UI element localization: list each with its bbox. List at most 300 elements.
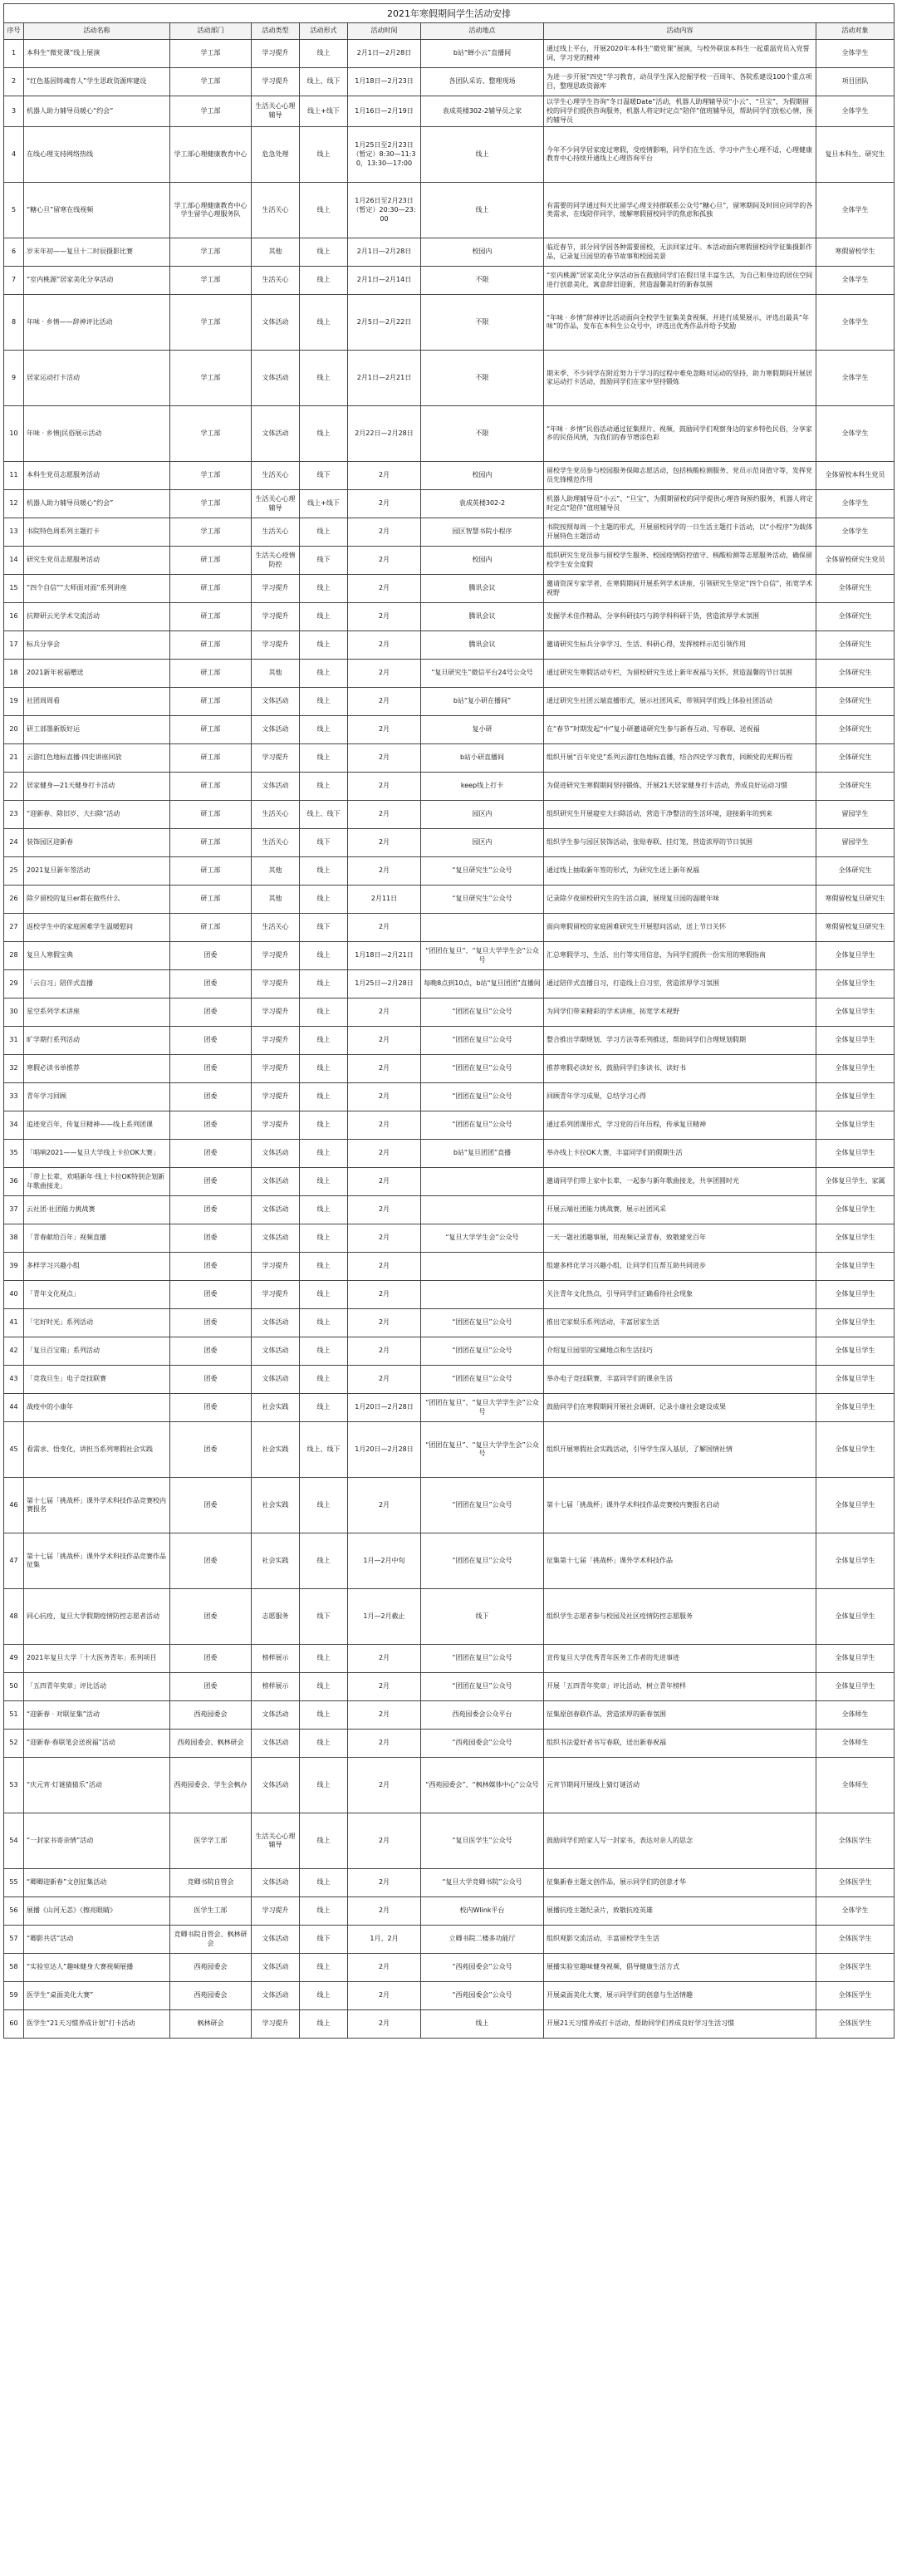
cell-content: 开展「五四青年奖章」评比活动，树立青年榜样 [544, 1673, 816, 1701]
cell-form: 线上 [300, 1673, 348, 1701]
cell-time: 2月 [348, 1758, 421, 1813]
cell-content: 组织书法爱好者书写春联，送出新春祝福 [544, 1730, 816, 1758]
cell-content: 通过线上抽取新年签的形式，为研究生送上新年祝福 [544, 857, 816, 886]
table-row [4, 716, 895, 744]
cell-target: 寒假留校复旦研究生 [816, 886, 895, 914]
cell-type: 文体活动 [252, 1168, 300, 1196]
cell-place: “团团在复旦”公众号 [421, 1673, 544, 1701]
cell-dept: 团委 [170, 1394, 252, 1422]
table-row [4, 1140, 895, 1168]
cell-place: “团团在复旦”公众号 [421, 1309, 544, 1337]
cell-place: 腾讯会议 [421, 631, 544, 660]
cell-content: “年味 · 乡情”辞神评比活动面向全校学生征集美食视频，并进行成果展示，评选出最具“年味”的作品，发布在本科生公众号中，评选出优秀作品并给予奖励 [544, 295, 816, 351]
cell-content: 征集原创春联作品，营造浓厚的新春氛围 [544, 1701, 816, 1730]
cell-no: 57 [4, 1926, 24, 1954]
cell-target: 全体研究生 [816, 631, 895, 660]
table-row [4, 1897, 895, 1926]
cell-no: 32 [4, 1055, 24, 1083]
cell-name: “一封家书寄亲情”活动 [24, 1813, 170, 1869]
cell-dept: 团委 [170, 999, 252, 1027]
cell-name: 年味 · 乡情——辞神评比活动 [24, 295, 170, 351]
cell-form: 线上 [300, 1982, 348, 2010]
cell-time: 2月1日—2月21日 [348, 351, 421, 406]
cell-target: 全体复旦学生 [816, 999, 895, 1027]
cell-no: 11 [4, 462, 24, 490]
cell-no: 26 [4, 886, 24, 914]
table-row [4, 183, 895, 238]
table-row [4, 96, 895, 127]
cell-dept: 研工部 [170, 660, 252, 688]
table-row [4, 829, 895, 857]
cell-form: 线上 [300, 1281, 348, 1309]
cell-dept: 西苑园委会、枫林研会 [170, 1730, 252, 1758]
cell-target: 全体师生 [816, 1758, 895, 1813]
table-row [4, 547, 895, 575]
cell-dept: 枫林研会 [170, 2010, 252, 2039]
table-row [4, 801, 895, 829]
cell-name: 除夕留校的复旦er都在做些什么 [24, 886, 170, 914]
table-row [4, 1926, 895, 1954]
cell-form: 线上 [300, 1730, 348, 1758]
cell-type: 文体活动 [252, 1758, 300, 1813]
cell-no: 21 [4, 744, 24, 773]
table-row [4, 1730, 895, 1758]
cell-name: 岁末年初——复旦十二时辰摄影比赛 [24, 238, 170, 267]
cell-type: 生活关心心理辅导 [252, 490, 300, 518]
cell-form: 线下 [300, 1589, 348, 1645]
header-place: 活动地点 [421, 23, 544, 40]
cell-target: 全体复旦学生 [816, 1083, 895, 1111]
table-row [4, 1478, 895, 1533]
cell-place: 线上 [421, 2010, 544, 2039]
cell-content: 组织学生参与园区装饰活动，张贴春联、挂灯笼，营造浓厚的节日氛围 [544, 829, 816, 857]
cell-content: 组织开展“百年党史”系列云游红色地标直播，结合四史学习教育，回顾党的光辉历程 [544, 744, 816, 773]
cell-time: 2月 [348, 1337, 421, 1366]
cell-place: “团团在复旦”、“复旦大学学生会”公众号 [421, 942, 544, 970]
cell-form: 线上 [300, 603, 348, 631]
table-row [4, 1645, 895, 1673]
cell-target: 寒假留校复旦研究生 [816, 914, 895, 942]
cell-content: 面向寒假留校的家庭困难研究生开展慰问活动，送上节日关怀 [544, 914, 816, 942]
cell-time: 2月 [348, 603, 421, 631]
cell-content: 在“春节”时期发起“中”复小研邀请研究生参与新春互动、写春联、送祝福 [544, 716, 816, 744]
cell-no: 30 [4, 999, 24, 1027]
cell-form: 线上 [300, 127, 348, 183]
cell-content: 元宵节期间开展线上猜灯谜活动 [544, 1758, 816, 1813]
cell-content: 展播实验室趣味健身视频，倡导健康生活方式 [544, 1954, 816, 1982]
cell-target: 全体复旦学生 [816, 1478, 895, 1533]
cell-dept: 研工部 [170, 547, 252, 575]
cell-target: 全体学生 [816, 40, 895, 68]
table-row [4, 660, 895, 688]
cell-dept: 学工部 [170, 518, 252, 547]
cell-type: 文体活动 [252, 773, 300, 801]
cell-dept: 研工部 [170, 631, 252, 660]
cell-type: 危急处理 [252, 127, 300, 183]
cell-name: 装饰园区迎新春 [24, 829, 170, 857]
table-row [4, 688, 895, 716]
cell-type: 生活关心 [252, 801, 300, 829]
cell-no: 38 [4, 1224, 24, 1253]
cell-target: 全体学生 [816, 351, 895, 406]
cell-type: 学习提升 [252, 1281, 300, 1309]
cell-name: 本科生党员志愿服务活动 [24, 462, 170, 490]
cell-place: “团团在复旦”公众号 [421, 1645, 544, 1673]
cell-time: 2月1日—2月28日 [348, 40, 421, 68]
cell-dept: 学工部 [170, 351, 252, 406]
cell-no: 23 [4, 801, 24, 829]
cell-dept: 研工部 [170, 688, 252, 716]
cell-name: 医学生“21天习惯养成计划”打卡活动 [24, 2010, 170, 2039]
cell-type: 生活关心 [252, 914, 300, 942]
cell-time: 2月 [348, 462, 421, 490]
cell-name: 返校学生中的家庭困难学生温暖慰问 [24, 914, 170, 942]
cell-place: “西苑园委会”公众号 [421, 1730, 544, 1758]
cell-name: “迎新春 · 对联征集”活动 [24, 1701, 170, 1730]
cell-no: 14 [4, 547, 24, 575]
table-row [4, 1281, 895, 1309]
table-row [4, 40, 895, 68]
cell-target: 全体学生 [816, 96, 895, 127]
cell-type: 学习提升 [252, 999, 300, 1027]
cell-no: 44 [4, 1394, 24, 1422]
cell-no: 56 [4, 1897, 24, 1926]
cell-form: 线上 [300, 1309, 348, 1337]
cell-name: 2021新年祝福赠送 [24, 660, 170, 688]
table-row [4, 857, 895, 886]
cell-name: 复旦人寒假宝典 [24, 942, 170, 970]
cell-dept: 学工部 [170, 406, 252, 462]
cell-no: 50 [4, 1673, 24, 1701]
cell-type: 生活关心心理辅导 [252, 96, 300, 127]
table-row [4, 1422, 895, 1478]
cell-type: 榜样展示 [252, 1673, 300, 1701]
cell-place: 园区内 [421, 801, 544, 829]
cell-place: 各团队采访、整理现场 [421, 68, 544, 96]
cell-target: 全体复旦学生 [816, 1673, 895, 1701]
cell-content: “室内桃源”居家美化分享活动旨在鼓励同学们在假日里丰富生活，为自己和身边的居住空间进行创意美化，寓意辞旧迎新，营造温馨美好的新春氛围 [544, 267, 816, 295]
table-row [4, 518, 895, 547]
cell-target: 全体复旦学生 [816, 1111, 895, 1140]
cell-type: 学习提升 [252, 1027, 300, 1055]
cell-content: 通过研究生社团云端直播形式，展示社团风采，带领同学们线上体验社团活动 [544, 688, 816, 716]
cell-form: 线上 [300, 295, 348, 351]
cell-name: 2021复旦新年签活动 [24, 857, 170, 886]
cell-place: 立卿书院二楼多功能厅 [421, 1926, 544, 1954]
cell-type: 文体活动 [252, 1926, 300, 1954]
cell-name: 书院特色周系列主题打卡 [24, 518, 170, 547]
cell-place: 每晚8点到10点，b站“复旦团团”直播间 [421, 970, 544, 999]
cell-dept: 团委 [170, 1589, 252, 1645]
cell-content: 通过研究生寒假活动专栏，为留校研究生送上新年祝福与关怀，营造温馨的节日氛围 [544, 660, 816, 688]
table-row [4, 406, 895, 462]
table-row [4, 1253, 895, 1281]
cell-type: 生活关心 [252, 462, 300, 490]
cell-type: 学习提升 [252, 744, 300, 773]
cell-time: 1月、2月 [348, 1926, 421, 1954]
cell-no: 25 [4, 857, 24, 886]
cell-dept: 西苑园委会、学生会枫办 [170, 1758, 252, 1813]
cell-no: 20 [4, 716, 24, 744]
cell-content: 一天一题社团趣事展，用视频记录青春，致敬建党百年 [544, 1224, 816, 1253]
cell-dept: 团委 [170, 1196, 252, 1224]
cell-content: 回顾青年学习成果，总结学习心得 [544, 1083, 816, 1111]
cell-form: 线上 [300, 970, 348, 999]
cell-time: 2月 [348, 1253, 421, 1281]
cell-no: 5 [4, 183, 24, 238]
cell-no: 41 [4, 1309, 24, 1337]
cell-type: 生活关心 [252, 518, 300, 547]
cell-no: 48 [4, 1589, 24, 1645]
cell-form: 线上 [300, 1196, 348, 1224]
cell-content: 邀请研究生标兵分享学习、生活、科研心得，发挥榜样示范引领作用 [544, 631, 816, 660]
cell-target: 全体复旦学生 [816, 1140, 895, 1168]
cell-form: 线上 [300, 999, 348, 1027]
cell-time: 2月 [348, 1055, 421, 1083]
cell-place: 园区智慧书院小程序 [421, 518, 544, 547]
cell-no: 24 [4, 829, 24, 857]
cell-place: “复旦研究生”公众号 [421, 857, 544, 886]
cell-content: 开展21天习惯养成打卡活动，帮助同学们养成良好学习生活习惯 [544, 2010, 816, 2039]
cell-type: 文体活动 [252, 716, 300, 744]
table-row [4, 1224, 895, 1253]
cell-form: 线上 [300, 1897, 348, 1926]
cell-form: 线上 [300, 1813, 348, 1869]
cell-target: 全体医学生 [816, 1869, 895, 1897]
cell-type: 学习提升 [252, 1897, 300, 1926]
cell-form: 线上 [300, 688, 348, 716]
table-row [4, 1758, 895, 1813]
cell-no: 9 [4, 351, 24, 406]
cell-target: 全体复旦学生、家属 [816, 1168, 895, 1196]
cell-no: 58 [4, 1954, 24, 1982]
cell-target: 留园学生 [816, 829, 895, 857]
cell-name: 星空系列学术讲座 [24, 999, 170, 1027]
cell-time: 2月 [348, 688, 421, 716]
cell-time: 2月 [348, 1982, 421, 2010]
cell-name: 机器人助力辅导员暖心“约会” [24, 490, 170, 518]
cell-time: 1月18日—2月23日 [348, 68, 421, 96]
cell-time: 1月26日至2月23日（暂定）20:30—23:00 [348, 183, 421, 238]
cell-target: 全体研究生 [816, 857, 895, 886]
cell-content: 鼓励同学们给家人写一封家书，表达对亲人的思念 [544, 1813, 816, 1869]
cell-time: 2月 [348, 1645, 421, 1673]
cell-form: 线上 [300, 1140, 348, 1168]
cell-time: 2月 [348, 547, 421, 575]
cell-time: 2月 [348, 1869, 421, 1897]
cell-form: 线上 [300, 1055, 348, 1083]
cell-name: 第十七届「挑战杯」课外学术科技作品竞赛校内赛报名 [24, 1478, 170, 1533]
cell-form: 线上 [300, 857, 348, 886]
cell-content: 介绍复旦园里的宝藏地点和生活技巧 [544, 1337, 816, 1366]
cell-dept: 学工部 [170, 267, 252, 295]
cell-place: 线下 [421, 1589, 544, 1645]
cell-content: 第十七届「挑战杯」课外学术科技作品竞赛校内赛报名启动 [544, 1478, 816, 1533]
cell-dept: 团委 [170, 1224, 252, 1253]
cell-content: 征集新春主题文创作品，展示同学们的创意才华 [544, 1869, 816, 1897]
table-row [4, 68, 895, 96]
table-row [4, 744, 895, 773]
cell-form: 线上 [300, 942, 348, 970]
cell-no: 8 [4, 295, 24, 351]
cell-time: 2月 [348, 1897, 421, 1926]
table-row [4, 1533, 895, 1589]
cell-name: “卿卿迎新春”文创征集活动 [24, 1869, 170, 1897]
cell-no: 3 [4, 96, 24, 127]
cell-dept: 研工部 [170, 886, 252, 914]
cell-name: 社团周周看 [24, 688, 170, 716]
cell-content: 为促进研究生寒假期间坚持锻炼，开展21天居家健身打卡活动，养成良好运动习惯 [544, 773, 816, 801]
cell-target: 全体师生 [816, 1701, 895, 1730]
cell-target: 复旦本科生、研究生 [816, 127, 895, 183]
cell-dept: 研工部 [170, 914, 252, 942]
cell-no: 27 [4, 914, 24, 942]
cell-dept: 团委 [170, 970, 252, 999]
cell-target: 全体医学生 [816, 1982, 895, 2010]
cell-time: 1月—2月中旬 [348, 1533, 421, 1589]
cell-no: 54 [4, 1813, 24, 1869]
cell-place: “复旦研究生”微信平台24号公众号 [421, 660, 544, 688]
cell-place [421, 1196, 544, 1224]
table-row [4, 1309, 895, 1337]
cell-name: “四个自信”“大师面对面”系列讲座 [24, 575, 170, 603]
cell-no: 16 [4, 603, 24, 631]
cell-type: 生活关心心理辅导 [252, 1813, 300, 1869]
table-row [4, 1027, 895, 1055]
cell-no: 7 [4, 267, 24, 295]
cell-content: 推出宅家娱乐系列活动，丰富居家生活 [544, 1309, 816, 1337]
cell-time: 2月11日 [348, 886, 421, 914]
table-row [4, 2010, 895, 2039]
cell-type: 学习提升 [252, 40, 300, 68]
cell-form: 线上 [300, 1533, 348, 1589]
cell-type: 文体活动 [252, 1869, 300, 1897]
cell-target: 全体研究生 [816, 773, 895, 801]
table-row [4, 267, 895, 295]
cell-target: 全体研究生 [816, 744, 895, 773]
table-title: 2021年寒假期间学生活动安排 [3, 3, 895, 22]
cell-content: 举办电子竞技联赛，丰富同学们的课余生活 [544, 1366, 816, 1394]
cell-name: “迎新春、除旧岁、大扫除”活动 [24, 801, 170, 829]
cell-content: 机器人助理辅导员“小云”、“旦宝”，为假期留校的同学提供心理咨询预约服务，机器人将定时定点“陪伴”值班辅导员 [544, 490, 816, 518]
cell-time: 2月 [348, 829, 421, 857]
cell-dept: 西苑园委会 [170, 1954, 252, 1982]
cell-place: 线上 [421, 127, 544, 183]
table-row [4, 1954, 895, 1982]
cell-type: 学习提升 [252, 1253, 300, 1281]
cell-place: 校园内 [421, 547, 544, 575]
cell-type: 文体活动 [252, 1701, 300, 1730]
cell-type: 生活关心 [252, 267, 300, 295]
cell-no: 39 [4, 1253, 24, 1281]
cell-dept: 竞卿书院自管会、枫林研会 [170, 1926, 252, 1954]
cell-form: 线上、线下 [300, 801, 348, 829]
cell-type: 榜样展示 [252, 1645, 300, 1673]
cell-target: 全体留校本科生党员 [816, 462, 895, 490]
cell-dept: 研工部 [170, 744, 252, 773]
cell-target: 全体学生 [816, 1897, 895, 1926]
cell-no: 17 [4, 631, 24, 660]
cell-content: 通过系列团课形式，学习党的百年历程，传承复旦精神 [544, 1111, 816, 1140]
table-row [4, 1589, 895, 1645]
cell-form: 线上 [300, 716, 348, 744]
cell-content: 组建多样化学习兴趣小组，让同学们互帮互助共同进步 [544, 1253, 816, 1281]
header-name: 活动名称 [24, 23, 170, 40]
cell-target: 全体复旦学生 [816, 1394, 895, 1422]
cell-type: 社会实践 [252, 1533, 300, 1589]
cell-content: 邀请资深专家学者，在寒假期间开展系列学术讲座，引领研究生坚定“四个自信”，拓宽学术视野 [544, 575, 816, 603]
cell-dept: 团委 [170, 1673, 252, 1701]
cell-dept: 团委 [170, 1168, 252, 1196]
cell-type: 文体活动 [252, 1730, 300, 1758]
cell-no: 13 [4, 518, 24, 547]
cell-type: 文体活动 [252, 295, 300, 351]
cell-form: 线上 [300, 40, 348, 68]
cell-type: 学习提升 [252, 631, 300, 660]
cell-target: 全体研究生 [816, 660, 895, 688]
header-target: 活动对象 [816, 23, 895, 40]
cell-time: 1月20日—2月28日 [348, 1422, 421, 1478]
cell-target: 全体复旦学生 [816, 1645, 895, 1673]
table-row [4, 238, 895, 267]
cell-place: b站“复小研在播间” [421, 688, 544, 716]
cell-form: 线上 [300, 1954, 348, 1982]
cell-time: 1月—2月截止 [348, 1589, 421, 1645]
cell-time: 2月1日—2月28日 [348, 238, 421, 267]
cell-dept: 医学学工部 [170, 1813, 252, 1869]
cell-no: 47 [4, 1533, 24, 1589]
cell-target: 全体学生 [816, 518, 895, 547]
table-row [4, 127, 895, 183]
cell-place: 腾讯会议 [421, 603, 544, 631]
header-form: 活动形式 [300, 23, 348, 40]
cell-time: 2月 [348, 1478, 421, 1533]
cell-dept: 团委 [170, 1422, 252, 1478]
cell-name: “实验室达人”趣味健身大赛视频展播 [24, 1954, 170, 1982]
cell-form: 线下 [300, 1926, 348, 1954]
cell-time: 1月25日—2月28日 [348, 970, 421, 999]
cell-form: 线下 [300, 547, 348, 575]
cell-target: 全体医学生 [816, 1954, 895, 1982]
table-row [4, 1337, 895, 1366]
table-row [4, 999, 895, 1027]
cell-target: 全体复旦学生 [816, 1224, 895, 1253]
cell-type: 其他 [252, 238, 300, 267]
cell-type: 其他 [252, 886, 300, 914]
cell-no: 40 [4, 1281, 24, 1309]
cell-dept: 医学生工部 [170, 1897, 252, 1926]
cell-content: 组织研究生开展寝室大扫除活动，营造干净整洁的生活环境，迎接新年的到来 [544, 801, 816, 829]
cell-dept: 研工部 [170, 773, 252, 801]
cell-time: 2月 [348, 1954, 421, 1982]
cell-place: b站“复旦团团”直播 [421, 1140, 544, 1168]
cell-form: 线上 [300, 660, 348, 688]
cell-type: 其他 [252, 660, 300, 688]
cell-no: 43 [4, 1366, 24, 1394]
cell-type: 文体活动 [252, 1224, 300, 1253]
cell-name: “室内桃源”居家美化分享活动 [24, 267, 170, 295]
cell-name: 云社团·社团能力挑战赛 [24, 1196, 170, 1224]
cell-type: 生活关心 [252, 183, 300, 238]
cell-time: 2月5日—2月22日 [348, 295, 421, 351]
cell-content: 汇总寒假学习、生活、出行等实用信息，为同学们提供一份实用的寒假指南 [544, 942, 816, 970]
cell-place: “团团在复旦”公众号 [421, 1111, 544, 1140]
cell-no: 15 [4, 575, 24, 603]
cell-no: 52 [4, 1730, 24, 1758]
table-body [4, 40, 895, 2039]
cell-name: 「带上长辈，欢唱新年·线上卡拉OK特别企划新年歌曲接龙」 [24, 1168, 170, 1196]
cell-form: 线上 [300, 631, 348, 660]
